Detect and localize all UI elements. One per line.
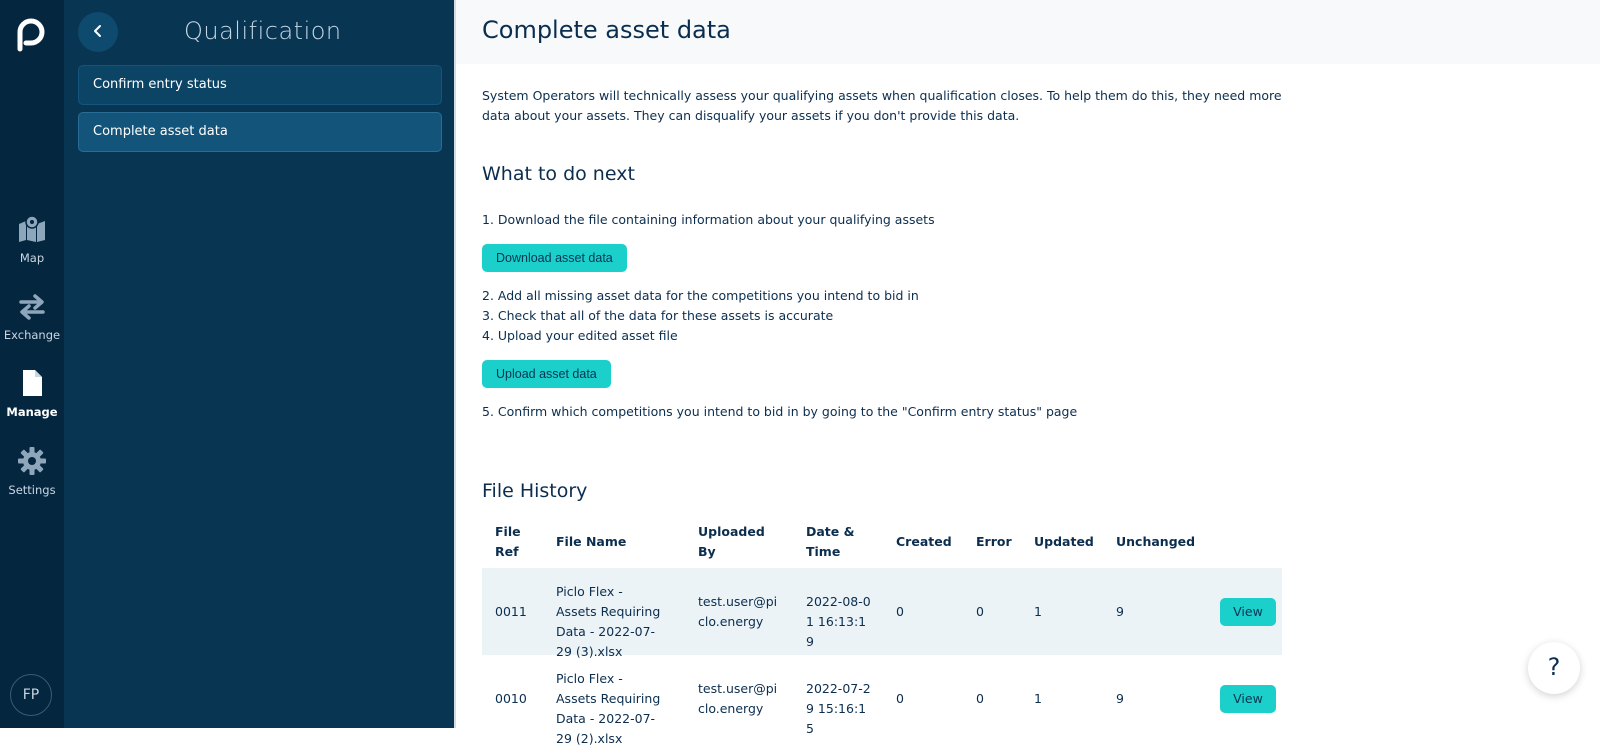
cell-file-name: Piclo Flex - Assets Requiring Data - 2022-07-29 (3).xlsx: [556, 584, 661, 659]
column-header-date-time: Date & Time: [806, 524, 855, 559]
nav-item-settings[interactable]: [0, 446, 64, 518]
back-button[interactable]: [78, 12, 118, 52]
what-to-do-heading: What to do next: [482, 163, 635, 185]
nav-item-manage[interactable]: [0, 368, 64, 440]
view-button[interactable]: View: [1220, 685, 1276, 713]
step-3: 3. Check that all of the data for these assets is accurate: [482, 308, 834, 323]
nav-item-label: Exchange: [3, 328, 61, 342]
page-header: [456, 0, 1600, 64]
main-content: [456, 0, 1600, 746]
gear-icon: [17, 446, 47, 476]
intro-text: System Operators will technically assess your qualifying assets when qualification closes. To help them do this, they need more data about your assets. They can disqualify your assets if you don't provide this data.: [482, 88, 1282, 123]
column-header-uploaded-by: Uploaded By: [698, 524, 765, 559]
cell-date-time: 2022-08-01 16:13:19: [806, 594, 871, 649]
cell-date-time: 2022-07-29 15:16:15: [806, 681, 871, 736]
sidebar-item-confirm-entry-status[interactable]: Confirm entry status: [78, 65, 442, 105]
step-2: 2. Add all missing asset data for the competitions you intend to bid in: [482, 288, 919, 303]
avatar[interactable]: FP: [10, 674, 52, 716]
cell-file-name: Piclo Flex - Assets Requiring Data - 2022-07-29 (2).xlsx: [556, 671, 661, 746]
column-header-updated: Updated: [1034, 534, 1094, 549]
cell-created: 0: [896, 604, 904, 619]
cell-file-ref: 0011: [495, 604, 527, 619]
chevron-left-icon: [91, 24, 105, 38]
step-4: 4. Upload your edited asset file: [482, 328, 678, 343]
column-header-error: Error: [976, 534, 1012, 549]
column-header-created: Created: [896, 534, 952, 549]
nav-item-map[interactable]: [0, 214, 64, 286]
map-icon: [17, 214, 47, 244]
qualification-sidebar: [64, 0, 454, 728]
nav-item-label: Map: [19, 251, 45, 265]
cell-uploaded-by: test.user@piclo.energy: [698, 594, 778, 629]
cell-updated: 1: [1034, 604, 1042, 619]
cell-created: 0: [896, 691, 904, 706]
sidebar-item-complete-asset-data[interactable]: Complete asset data: [78, 112, 442, 152]
table-row: [482, 655, 1282, 746]
cell-updated: 1: [1034, 691, 1042, 706]
page-title: Complete asset data: [482, 16, 731, 44]
step-1: 1. Download the file containing information about your qualifying assets: [482, 212, 935, 227]
cell-error: 0: [976, 604, 984, 619]
table-header-row: [482, 514, 1282, 568]
cell-unchanged: 9: [1116, 604, 1124, 619]
nav-item-exchange[interactable]: [0, 291, 64, 363]
download-asset-data-button[interactable]: Download asset data: [482, 244, 627, 272]
cell-uploaded-by: test.user@piclo.energy: [698, 681, 778, 716]
sidebar-title: Qualification: [184, 17, 342, 45]
help-button[interactable]: ?: [1528, 642, 1580, 694]
view-button[interactable]: View: [1220, 598, 1276, 626]
nav-item-label: Manage: [6, 405, 58, 419]
left-rail: [0, 0, 64, 728]
table-row: [482, 568, 1282, 659]
cell-file-ref: 0010: [495, 691, 527, 706]
column-header-file-ref: File Ref: [495, 524, 521, 559]
cell-unchanged: 9: [1116, 691, 1124, 706]
upload-asset-data-button[interactable]: Upload asset data: [482, 360, 611, 388]
column-header-file-name: File Name: [556, 534, 627, 549]
piclo-logo-icon[interactable]: [13, 14, 49, 52]
column-header-unchanged: Unchanged: [1116, 534, 1196, 549]
file-history-table: [482, 514, 1282, 746]
cell-error: 0: [976, 691, 984, 706]
nav-item-label: Settings: [8, 483, 56, 497]
document-icon: [17, 368, 47, 398]
step-5: 5. Confirm which competitions you intend to bid in by going to the "Confirm entry status" page: [482, 404, 1078, 419]
exchange-icon: [17, 291, 47, 321]
file-history-heading: File History: [482, 480, 588, 502]
